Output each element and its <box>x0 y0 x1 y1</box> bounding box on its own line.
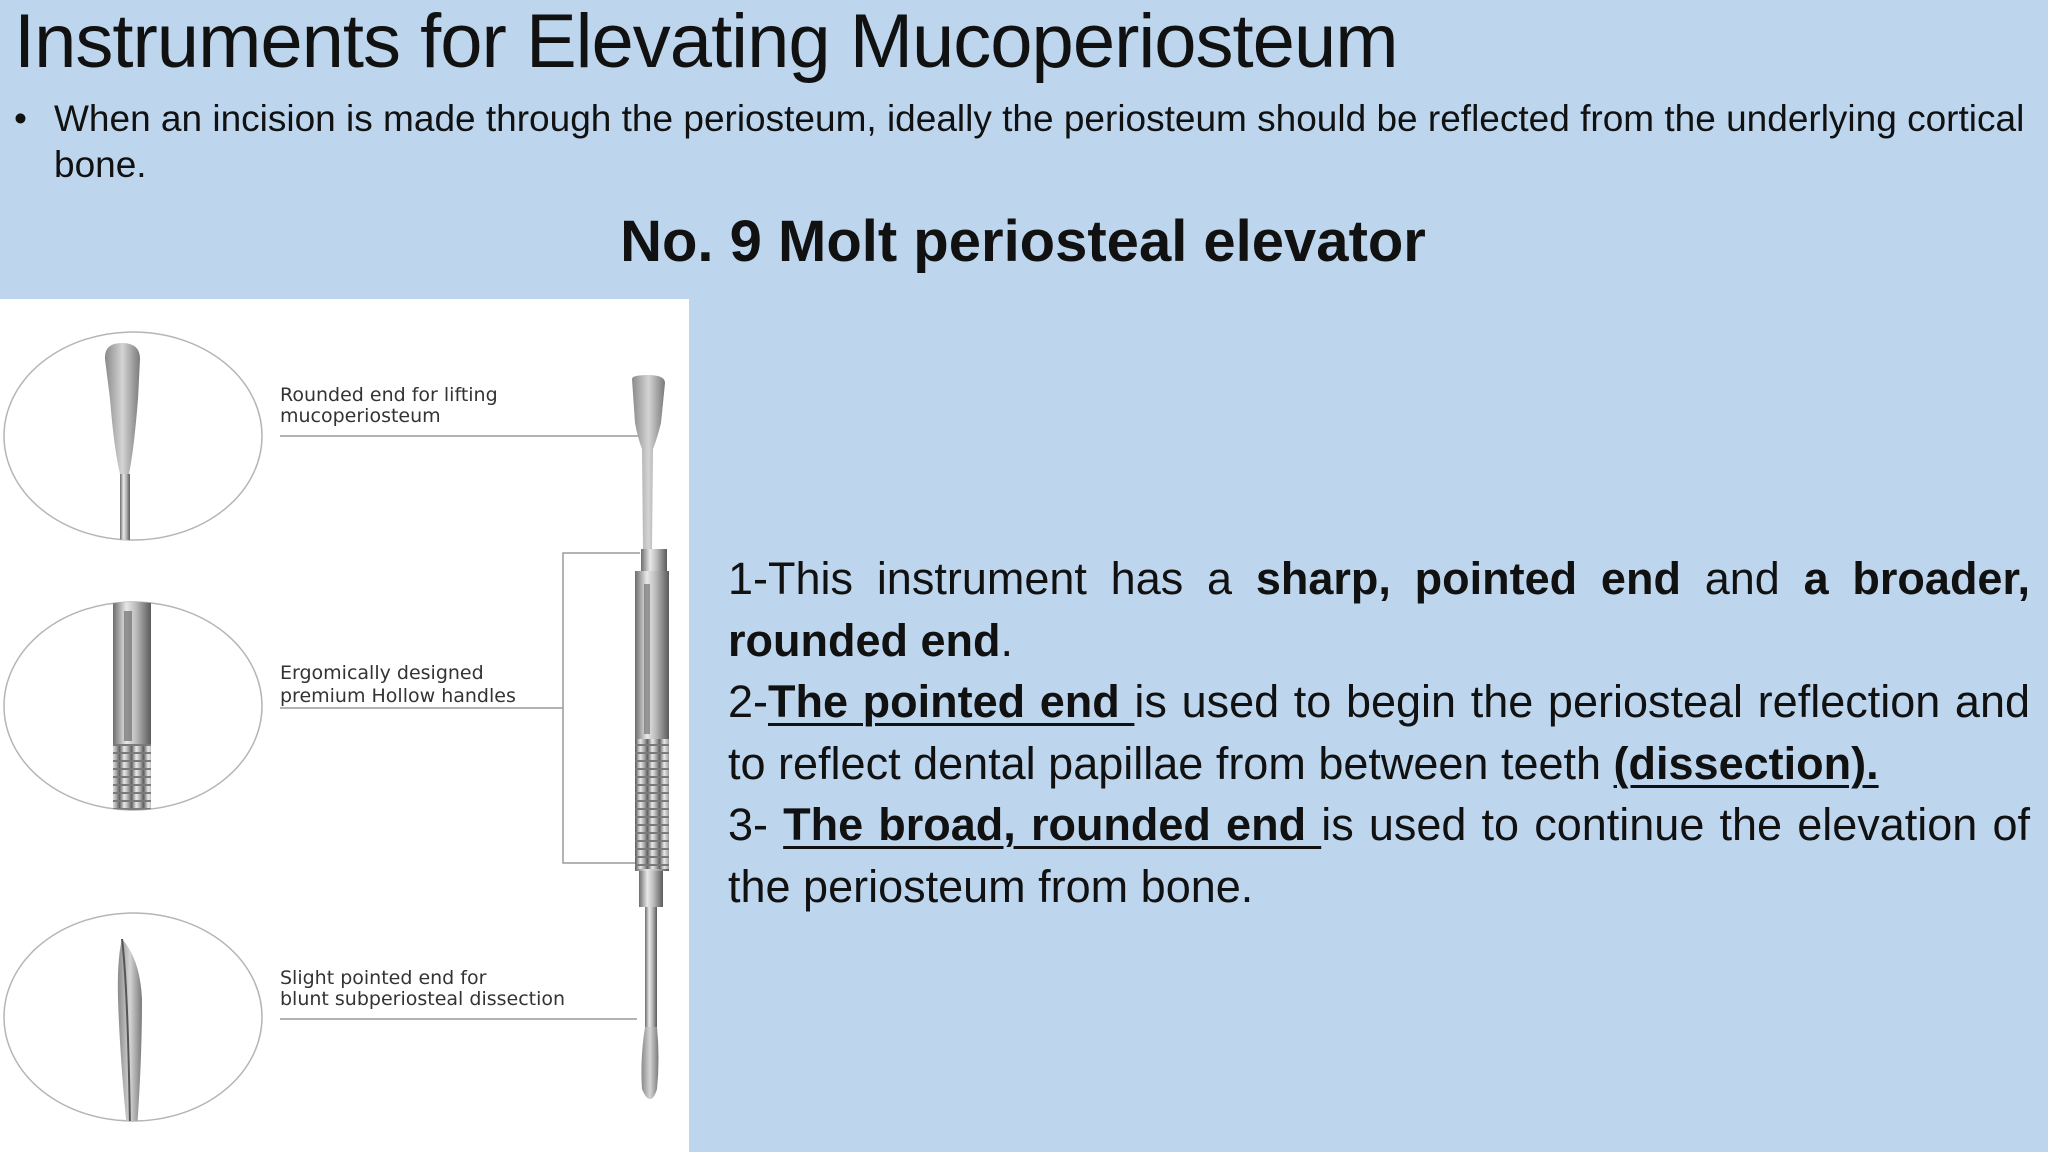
label-bot-1: Slight pointed end for <box>280 967 487 989</box>
intro-bullet <box>14 96 2034 188</box>
intro-bullet-text: When an incision is made through the periosteum, ideally the periosteum should be reflected from the underlying cortical bone. <box>54 98 2025 185</box>
instrument-heading <box>0 208 2048 276</box>
point-1-a: 1-This instrument has a <box>728 553 1256 604</box>
point-1-d: a broader, rounded end <box>728 553 2030 666</box>
rounded-end-detail <box>4 332 262 554</box>
label-top-1: Rounded end for lifting <box>280 384 498 406</box>
label-mid-2: premium Hollow handles <box>280 685 516 707</box>
point-3-b: The broad, rounded end <box>783 799 1322 850</box>
point-3 <box>728 794 2030 917</box>
point-1-c: and <box>1680 553 1804 604</box>
instrument-diagram <box>0 299 689 1152</box>
label-bot-2: blunt subperiosteal dissection <box>280 988 566 1010</box>
instrument-heading-text: No. 9 Molt periosteal elevator <box>620 209 1426 274</box>
point-2-d: (dissection). <box>1613 737 1879 789</box>
point-3-c: is used to continue the elevation of the periosteum from bone. <box>728 799 2030 912</box>
slide-title: Instruments for Elevating Mucoperiosteum <box>14 0 1398 84</box>
point-2-c: is used to begin the periosteal reflection and to reflect dental papillae from between teeth <box>728 676 2030 789</box>
label-mid-1: Ergomically designed <box>280 662 484 684</box>
point-2-a: 2- <box>728 676 769 727</box>
instrument-diagram-svg <box>0 299 689 1152</box>
point-1 <box>728 548 2030 671</box>
handle-bracket <box>563 553 640 863</box>
point-3-a: 3- <box>728 799 784 850</box>
point-2-b: The pointed end <box>768 676 1135 727</box>
bullet-dot: • <box>14 98 27 139</box>
pointed-end-detail <box>4 913 262 1129</box>
point-1-e: . <box>1000 614 1013 666</box>
point-2 <box>728 671 2030 794</box>
full-instrument <box>632 375 669 1099</box>
label-top-2: mucoperiosteum <box>280 405 441 427</box>
handle-detail <box>4 599 262 829</box>
point-1-b: sharp, pointed end <box>1255 553 1681 604</box>
description-points <box>728 548 2030 917</box>
